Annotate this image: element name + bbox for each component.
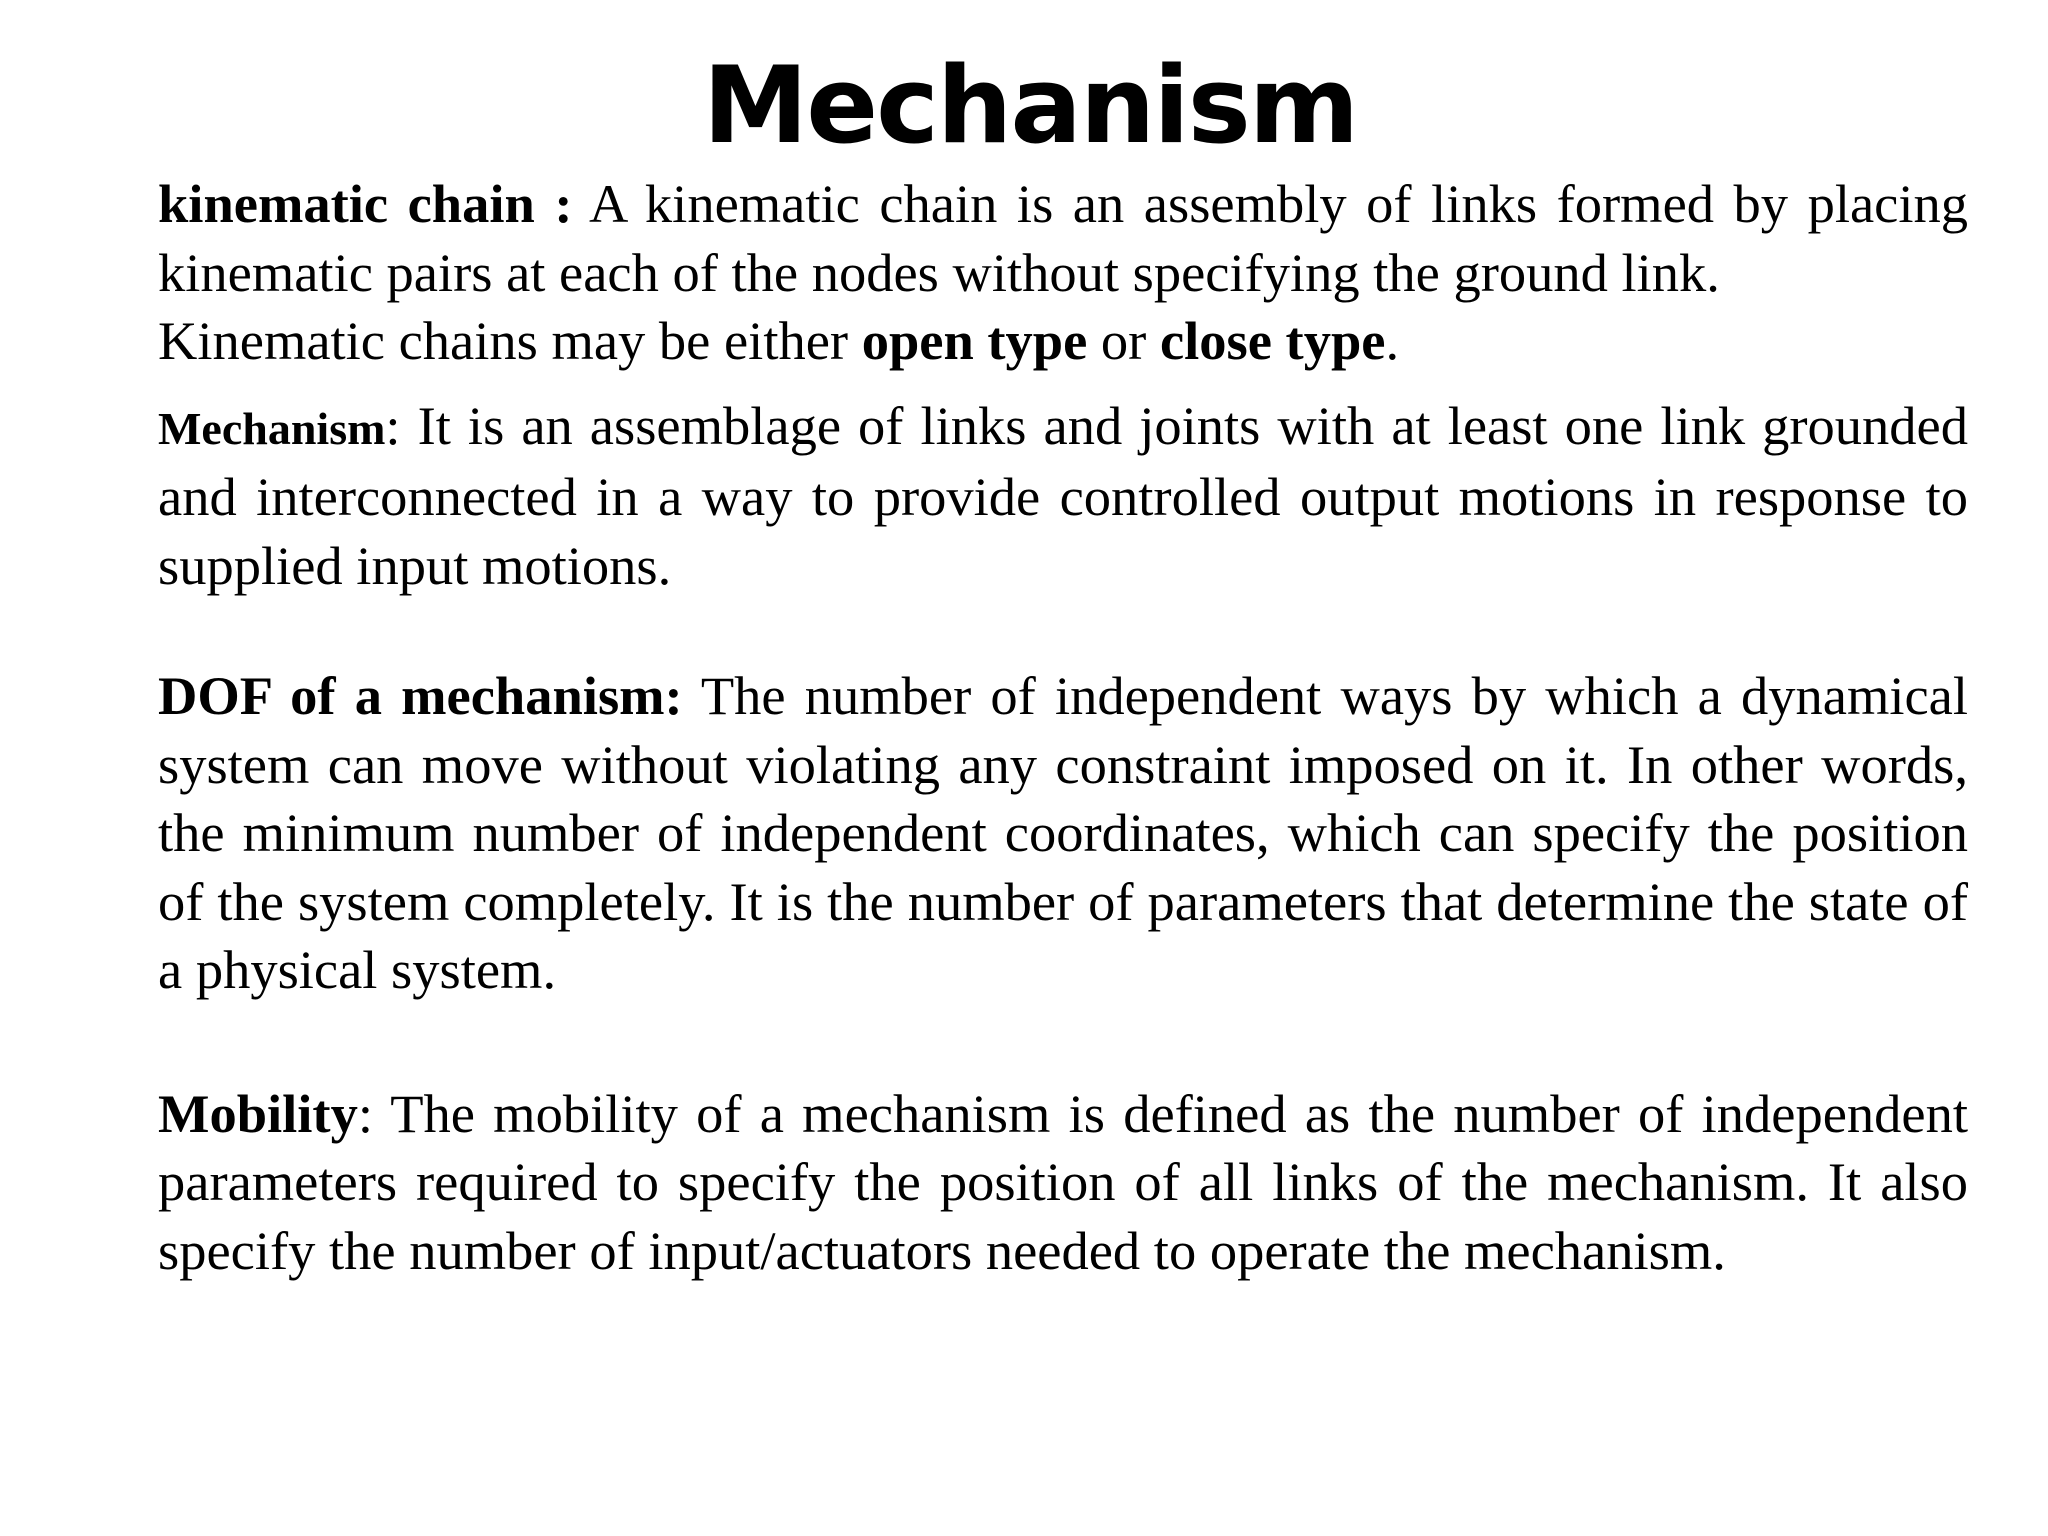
chain-types-or: or: [1087, 310, 1160, 371]
mobility-text: : The mobility of a mechanism is defined as the number of independent parameters required to specify the position of all links of the mechanism. It also specify the number of input/actuators needed to operate the mechanism.: [158, 1082, 1968, 1281]
kinematic-chain-term: kinematic chain :: [158, 173, 573, 234]
kinematic-chain-definition: [158, 170, 1968, 307]
dof-term: DOF of a mechanism:: [158, 665, 683, 726]
mechanism-term: Mechanism: [158, 402, 386, 454]
mechanism-definition: [158, 392, 1968, 601]
mobility-term: Mobility: [158, 1082, 358, 1144]
kinematic-chain-text: A kinematic chain is an assembly of links formed by placing kinematic pairs at each of the nodes without specifying the ground link.: [158, 173, 1968, 303]
open-type-term: open type: [861, 310, 1088, 371]
slide-title: Mechanism: [702, 44, 1358, 167]
chain-types-prefix: Kinematic chains may be either: [158, 310, 862, 371]
chain-types-sentence: [158, 307, 1968, 376]
mobility-definition: [158, 1080, 1968, 1286]
dof-text: The number of independent ways by which a dynamical system can move without violating any constraint imposed on it. In other words, the minimum number of independent coordinates, which can specify the position of the system completely. It is the number of parameters that determine the state of a physical system.: [158, 665, 1969, 1000]
dof-definition: [158, 662, 1968, 1005]
slide-body: [158, 170, 1968, 1285]
mechanism-text: : It is an assemblage of links and joints with at least one link grounded and interconnected in a way to provide controlled output motions in response to supplied input motions.: [158, 394, 1968, 596]
chain-types-suffix: .: [1385, 310, 1400, 371]
close-type-term: close type: [1159, 310, 1386, 371]
